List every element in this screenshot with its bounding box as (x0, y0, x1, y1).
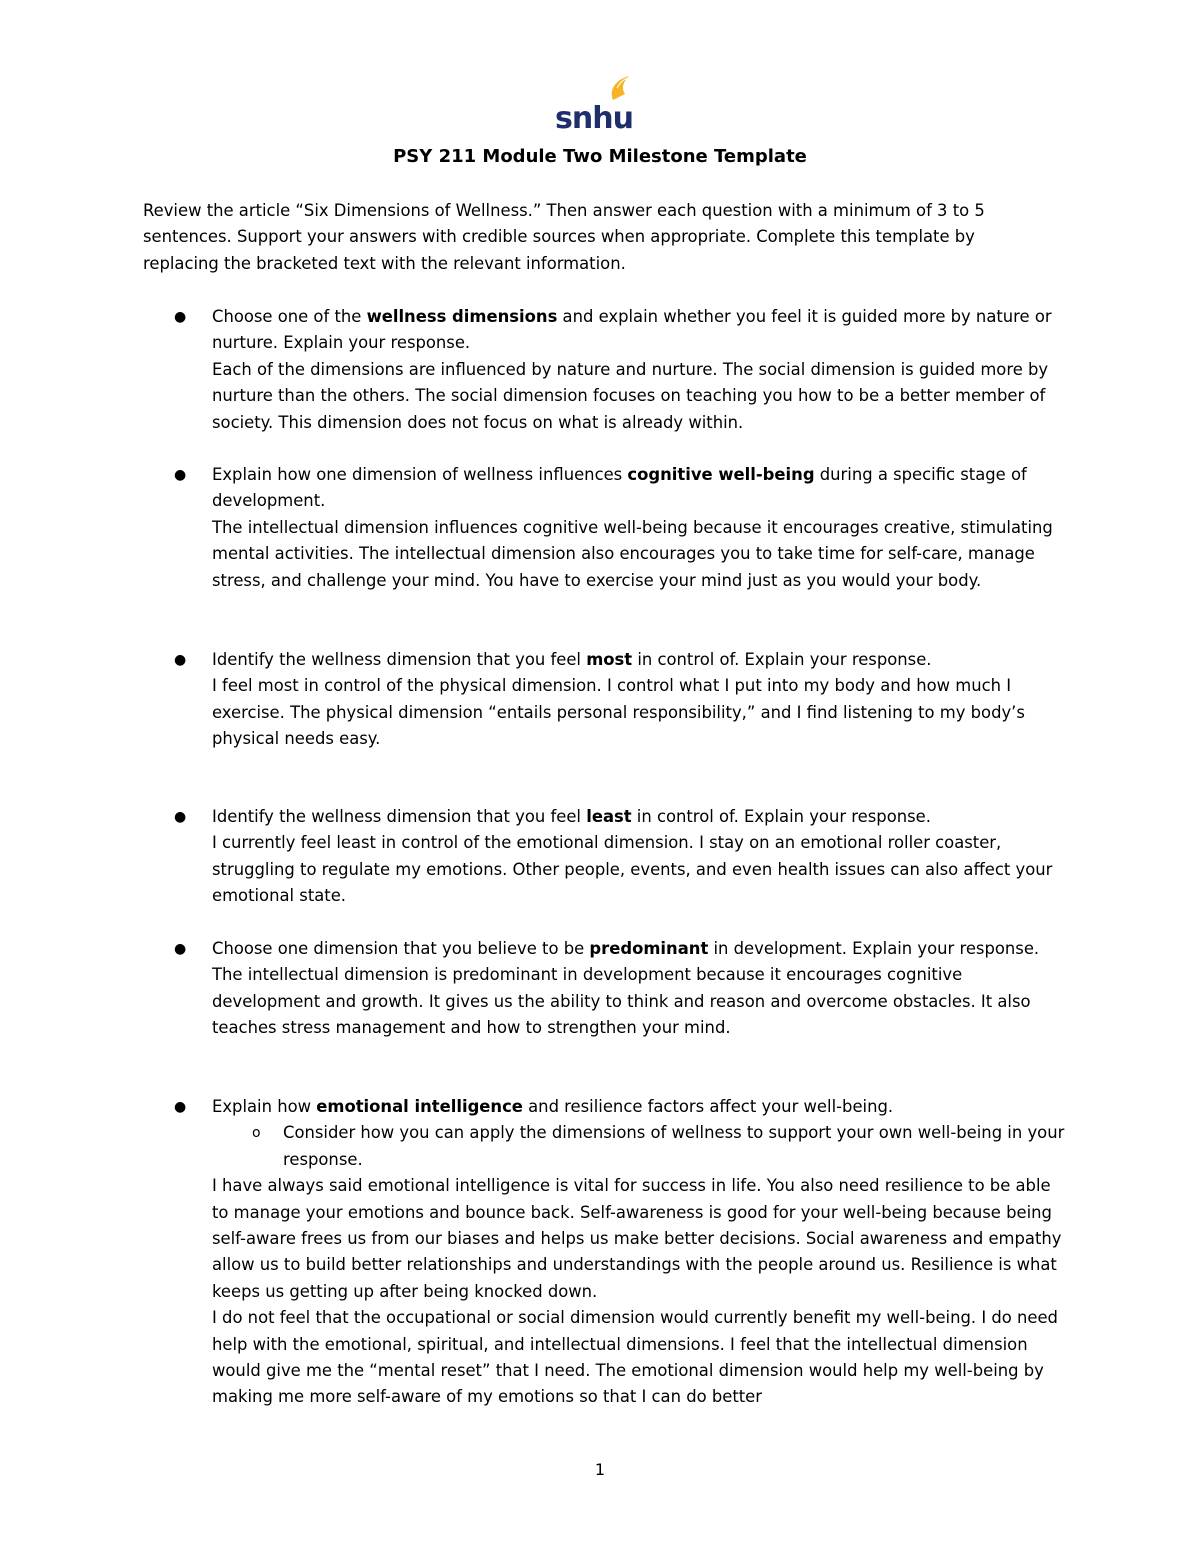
question: Choose one dimension that you believe to be predominant in development. Explain your response. (212, 939, 1040, 958)
answer: I currently feel least in control of the emotional dimension. I stay on an emotional roller coaster, struggling to regulate my emotions. Other people, events, and even health issues can also affect your emotional state. (212, 833, 1053, 906)
bullet-marker: ● (174, 1099, 187, 1115)
list-item (212, 647, 1072, 753)
bullet-marker: ● (174, 652, 187, 668)
answer: I feel most in control of the physical dimension. I control what I put into my body and how much I exercise. The physical dimension “entails personal responsibility,” and I find listening to my body’s physical needs easy. (212, 676, 1025, 749)
sub-bullet-marker: o (252, 1125, 261, 1142)
answer: The intellectual dimension influences cognitive well-being because it encourages creative, stimulating mental activities. The intellectual dimension also encourages you to take time for self-care, manage stress, and challenge your mind. You have to exercise your mind just as you would your body. (212, 517, 1053, 590)
bullet-marker: ● (174, 309, 187, 325)
question: Identify the wellness dimension that you feel most in control of. Explain your response. (212, 650, 932, 669)
question: Choose one of the wellness dimensions and explain whether you feel it is guided more by nature or nurture. Explain your response. (212, 307, 1052, 353)
question: Explain how one dimension of wellness influences cognitive well-being during a specific stage of development. (212, 465, 1027, 511)
answer: The intellectual dimension is predominant in development because it encourages cognitive development and growth. It gives us the ability to think and reason and overcome obstacles. It also teaches stress management and how to strengthen your mind. (212, 965, 1031, 1038)
list-item (212, 804, 1072, 910)
list-item (212, 304, 1072, 436)
list-item (212, 936, 1072, 1042)
bullet-marker: ● (174, 941, 187, 957)
logo-text: snhu (555, 101, 633, 132)
sub-question: o Consider how you can apply the dimensions of wellness to support your own well-being in your response. (212, 1120, 1072, 1173)
question: Identify the wellness dimension that you feel least in control of. Explain your response. (212, 807, 931, 826)
list-item (212, 462, 1072, 594)
bullet-marker: ● (174, 809, 187, 825)
page-number: 1 (594, 1460, 606, 1479)
answer-continued: I do not feel that the occupational or social dimension would currently benefit my well-being. I do need help with the emotional, spiritual, and intellectual dimensions. I feel that the intellectual dimension would give me the “mental reset” that I need. The emotional dimension would help my well-being by making me more self-aware of my emotions so that I can do better (212, 1308, 1058, 1407)
question: Explain how emotional intelligence and resilience factors affect your well-being. (212, 1097, 894, 1116)
answer: Each of the dimensions are influenced by nature and nurture. The social dimension is guided more by nurture than the others. The social dimension focuses on teaching you how to be a better member of society. This dimension does not focus on what is already within. (212, 359, 1049, 432)
snhu-logo (555, 74, 639, 132)
bullet-marker: ● (174, 467, 187, 483)
answer: I have always said emotional intelligence is vital for success in life. You also need resilience to be able to manage your emotions and bounce back. Self-awareness is good for your well-being because being self-aware frees us from our biases and helps us make better decisions. Social awareness and empathy allow us to build better relationships and understandings with the people around us. Resilience is what keeps us getting up after being knocked down. (212, 1176, 1062, 1301)
intro-paragraph: Review the article “Six Dimensions of Wellness.” Then answer each question with a minimum of 3 to 5 sentences. Support your answers with credible sources when appropriate. Complete this template by replacing the bracketed text with the relevant information. (143, 201, 985, 273)
document-title: PSY 211 Module Two Milestone Template (393, 146, 807, 167)
list-item (212, 1094, 1072, 1411)
